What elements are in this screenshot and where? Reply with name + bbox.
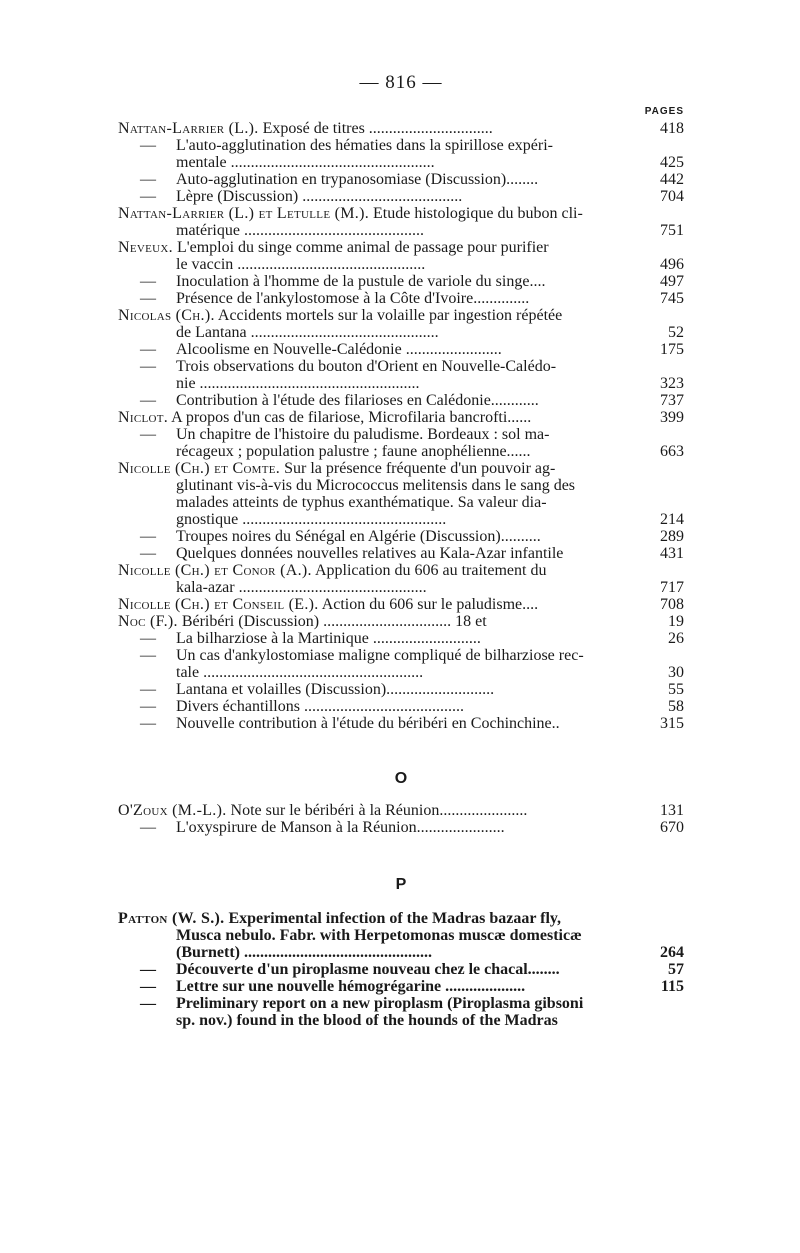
entry-title: Troupes noires du Sénégal en Algérie (Discussion).......... (176, 528, 541, 545)
index-entry (118, 681, 684, 698)
entry-page-number: 315 (660, 715, 684, 732)
entry-page-number: 663 (660, 443, 684, 460)
index-entry (118, 358, 684, 392)
entry-title: Alcoolisme en Nouvelle-Calédonie ........................ (176, 341, 502, 358)
entry-page-number: 425 (660, 154, 684, 171)
dash-mark: — (140, 647, 156, 664)
index-entry (118, 961, 684, 978)
entry-title: Action du 606 sur le paludisme.... (321, 596, 539, 613)
entry-line (118, 120, 640, 137)
entry-page-number: 399 (660, 409, 684, 426)
entry-page-number: 670 (660, 819, 684, 836)
dash-mark: — (140, 273, 156, 290)
entry-page-number: 30 (668, 664, 684, 681)
index-entry (118, 978, 684, 995)
index-entry (118, 120, 684, 137)
entry-page-number: 58 (668, 698, 684, 715)
section-letter-p: P (395, 876, 407, 893)
dash-mark: — (140, 630, 156, 647)
index-entry (118, 528, 684, 545)
entry-line: gnostique ................................................... (176, 511, 447, 528)
entry-line (118, 528, 640, 545)
entry-title: Inoculation à l'homme de la pustule de variole du singe.... (176, 273, 546, 290)
entry-title: L'auto-agglutination des hématies dans la spirillose expéri- (176, 137, 553, 154)
index-entry (118, 205, 684, 239)
entry-title: L'emploi du singe comme animal de passage pour purifier (176, 239, 549, 256)
entry-line (118, 613, 640, 630)
entry-line (118, 171, 640, 188)
entry-title: Exposé de titres ............................... (262, 120, 493, 137)
index-entry (118, 273, 684, 290)
entry-line: Musca nebulo. Fabr. with Herpetomonas muscæ domesticæ (176, 927, 582, 944)
section-o-entries (118, 802, 684, 836)
entry-page-number: 496 (660, 256, 684, 273)
entry-line (118, 205, 640, 222)
entry-title: Accidents mortels sur la volaille par ingestion répétée (217, 307, 563, 324)
entry-title: Lèpre (Discussion) ........................................ (176, 188, 463, 205)
entry-title: Lantana et volailles (Discussion)........................... (176, 681, 495, 698)
entry-page-number: 497 (660, 273, 684, 290)
entry-author: Nicolle (Ch.) et Conseil (E.). (118, 596, 319, 613)
index-entry (118, 341, 684, 358)
entry-line (118, 647, 640, 664)
entry-page-number: 431 (660, 545, 684, 562)
index-entry (118, 596, 684, 613)
dash-mark: — (140, 137, 156, 154)
index-entry (118, 562, 684, 596)
dash-mark: — (140, 188, 156, 205)
entry-title: Nouvelle contribution à l'étude du béribéri en Cochinchine.. (176, 715, 560, 732)
dash-mark: — (140, 426, 156, 443)
pages-column-header: PAGES (644, 106, 684, 117)
entry-line (118, 910, 640, 927)
entry-line: nie ....................................................... (176, 375, 420, 392)
entry-title: La bilharziose à la Martinique ........................... (176, 630, 481, 647)
index-entry (118, 647, 684, 681)
entry-line: (Burnett) ............................................... (176, 944, 432, 961)
entry-line (118, 978, 640, 995)
entry-title: Quelques données nouvelles relatives au Kala-Azar infantile (176, 545, 564, 562)
entry-title: Etude histologique du bubon cli- (373, 205, 583, 222)
dash-mark: — (140, 715, 156, 732)
dash-mark: — (140, 341, 156, 358)
entry-author: O'Zoux (M.-L.). (118, 802, 227, 819)
entry-line: tale ....................................................... (176, 664, 424, 681)
entry-page-number: 737 (660, 392, 684, 409)
section-n-entries (118, 120, 684, 732)
entry-title: Experimental infection of the Madras bazaar fly, (228, 910, 562, 927)
index-entry (118, 910, 684, 961)
entry-line (118, 596, 640, 613)
entry-line: matérique ............................................. (176, 222, 424, 239)
dash-mark: — (140, 978, 156, 995)
index-entry (118, 613, 684, 630)
entry-page-number: 57 (668, 961, 684, 978)
index-entry (118, 239, 684, 273)
page-number: — 816 — (359, 72, 443, 93)
entry-line (118, 961, 640, 978)
entry-page-number: 751 (660, 222, 684, 239)
entry-line (118, 307, 640, 324)
entry-page-number: 264 (660, 944, 684, 961)
index-entry (118, 290, 684, 307)
entry-line (118, 545, 640, 562)
entry-author: Patton (W. S.). (118, 910, 225, 927)
entry-author: Nicolle (Ch.) et Comte. (118, 460, 281, 477)
entry-line (118, 392, 640, 409)
entry-title: Preliminary report on a new piroplasm (Piroplasma gibsoni (176, 995, 584, 1012)
entry-page-number: 745 (660, 290, 684, 307)
entry-title: Auto-agglutination en trypanosomiase (Discussion)........ (176, 171, 539, 188)
dash-mark: — (140, 819, 156, 836)
entry-line (118, 802, 640, 819)
dash-mark: — (140, 961, 156, 978)
entry-title: Lettre sur une nouvelle hémogrégarine .................... (176, 978, 526, 995)
entry-author: Nattan-Larrier (L.) et Letulle (M.). (118, 205, 370, 222)
entry-line (118, 995, 640, 1012)
index-entry (118, 819, 684, 836)
entry-title: Présence de l'ankylostomose à la Côte d'Ivoire.............. (176, 290, 530, 307)
entry-line (118, 409, 640, 426)
entry-line (118, 290, 640, 307)
dash-mark: — (140, 392, 156, 409)
entry-title: A propos d'un cas de filariose, Microfilaria bancrofti...... (171, 409, 532, 426)
dash-mark: — (140, 290, 156, 307)
entry-line (118, 819, 640, 836)
entry-page-number: 55 (668, 681, 684, 698)
entry-title: Un cas d'ankylostomiase maligne compliqué de bilharziose rec- (176, 647, 584, 664)
entry-line (118, 562, 640, 579)
entry-page-number: 26 (668, 630, 684, 647)
section-p-entries (118, 910, 684, 1029)
index-entry (118, 698, 684, 715)
dash-mark: — (140, 995, 156, 1012)
index-entry (118, 409, 684, 426)
entry-page-number: 52 (668, 324, 684, 341)
entry-page-number: 214 (660, 511, 684, 528)
entry-page-number: 323 (660, 375, 684, 392)
index-entry (118, 392, 684, 409)
entry-title: L'oxyspirure de Manson à la Réunion...................... (176, 819, 505, 836)
entry-line: malades atteints de typhus exanthématique. Sa valeur dia- (176, 494, 547, 511)
entry-line: mentale ................................................... (176, 154, 435, 171)
entry-page-number: 175 (660, 341, 684, 358)
entry-title: Trois observations du bouton d'Orient en Nouvelle-Calédo- (176, 358, 557, 375)
entry-author: Noc (F.). (118, 613, 178, 630)
entry-author: Neveux. (118, 239, 173, 256)
index-entry (118, 137, 684, 171)
entry-author: Nicolas (Ch.). (118, 307, 215, 324)
entry-page-number: 19 (668, 613, 684, 630)
entry-line (118, 681, 640, 698)
entry-page-number: 289 (660, 528, 684, 545)
entry-line (118, 273, 640, 290)
entry-page-number: 115 (660, 978, 684, 995)
entry-line: sp. nov.) found in the blood of the hounds of the Madras (176, 1012, 558, 1029)
entry-line: récageux ; population palustre ; faune anophélienne...... (176, 443, 531, 460)
index-entry (118, 426, 684, 460)
entry-title: Un chapitre de l'histoire du paludisme. Bordeaux : sol ma- (176, 426, 550, 443)
index-entry (118, 171, 684, 188)
entry-page-number: 708 (660, 596, 684, 613)
entry-page-number: 704 (660, 188, 684, 205)
entry-page-number: 131 (660, 802, 684, 819)
entry-page-number: 717 (660, 579, 684, 596)
entry-line: kala-azar ............................................... (176, 579, 427, 596)
entry-line: glutinant vis-à-vis du Micrococcus melitensis dans le sang des (176, 477, 576, 494)
index-entry (118, 715, 684, 732)
entry-line (118, 341, 640, 358)
entry-line (118, 137, 640, 154)
entry-line: le vaccin ............................................... (176, 256, 426, 273)
index-entry (118, 545, 684, 562)
entry-line (118, 358, 640, 375)
entry-title: Note sur le béribéri à la Réunion...................... (230, 802, 528, 819)
index-entry (118, 460, 684, 528)
dash-mark: — (140, 171, 156, 188)
index-page (118, 72, 684, 1029)
index-entry (118, 188, 684, 205)
entry-title: Application du 606 au traitement du (314, 562, 547, 579)
section-letter-o: O (394, 770, 408, 787)
dash-mark: — (140, 681, 156, 698)
entry-line (118, 426, 640, 443)
entry-author: Nicolle (Ch.) et Conor (A.). (118, 562, 312, 579)
entry-line (118, 188, 640, 205)
entry-title: Contribution à l'étude des filarioses en Calédonie............ (176, 392, 539, 409)
entry-title: Sur la présence fréquente d'un pouvoir ag- (284, 460, 556, 477)
entry-line (118, 239, 640, 256)
entry-title: Béribéri (Discussion) ................................ 18 et (181, 613, 487, 630)
index-entry (118, 995, 684, 1029)
entry-page-number: 418 (660, 120, 684, 137)
dash-mark: — (140, 698, 156, 715)
index-entry (118, 630, 684, 647)
dash-mark: — (140, 358, 156, 375)
entry-line (118, 630, 640, 647)
entry-title: Découverte d'un piroplasme nouveau chez le chacal........ (176, 961, 560, 978)
index-entry (118, 307, 684, 341)
entry-page-number: 442 (660, 171, 684, 188)
dash-mark: — (140, 528, 156, 545)
index-entry (118, 802, 684, 819)
entry-author: Nattan-Larrier (L.). (118, 120, 259, 137)
entry-title: Divers échantillons ........................................ (176, 698, 464, 715)
dash-mark: — (140, 545, 156, 562)
entry-line (118, 698, 640, 715)
entry-line: de Lantana ............................................... (176, 324, 439, 341)
entry-line (118, 460, 640, 477)
entry-author: Niclot. (118, 409, 169, 426)
entry-line (118, 715, 640, 732)
